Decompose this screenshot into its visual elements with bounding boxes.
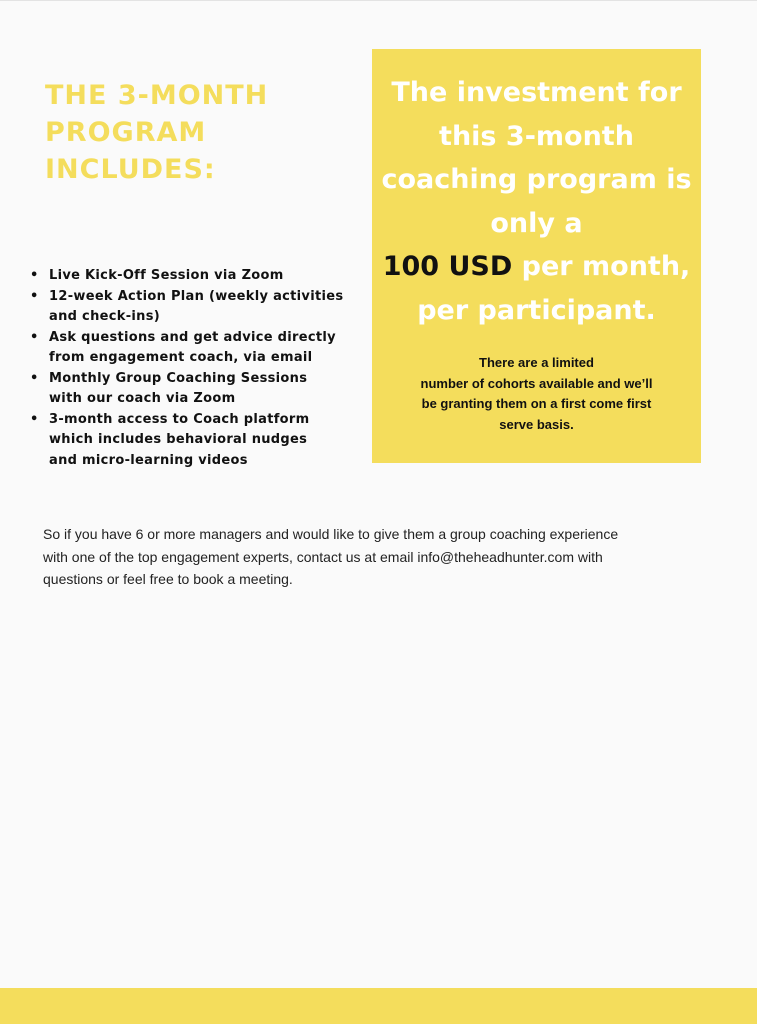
note-line: be granting them on a first come first (421, 396, 652, 411)
pricing-line: coaching program is (381, 164, 692, 195)
feature-item (30, 410, 360, 472)
pricing-box (372, 49, 701, 463)
pricing-line: only a (490, 207, 583, 239)
pricing-line: The investment for (391, 77, 682, 108)
footer-bar (0, 988, 757, 1024)
price-period: per month, (512, 251, 691, 282)
pricing-statement (372, 71, 701, 332)
pricing-line: per participant. (417, 294, 656, 326)
feature-text: and check-ins) (49, 309, 160, 324)
bullet-icon: • (30, 268, 39, 283)
bullet-icon: • (30, 288, 39, 304)
program-features-list (30, 266, 360, 471)
bullet-icon: • (30, 329, 39, 345)
feature-text: Live Kick-Off Session via Zoom (49, 268, 284, 283)
bullet-icon: • (30, 411, 39, 427)
feature-text: and micro-learning videos (49, 452, 248, 468)
heading-line: INCLUDES: (45, 154, 216, 185)
contact-paragraph (43, 523, 718, 591)
note-line: There are a limited (479, 355, 594, 370)
paragraph-line: with one of the top engagement experts, contact us at email info@theheadhunter.com with (43, 548, 603, 565)
note-line: serve basis. (499, 416, 574, 432)
feature-item (30, 287, 360, 328)
cohort-availability-note (372, 353, 701, 435)
feature-text: Ask questions and get advice directly (49, 329, 336, 345)
bullet-icon: • (30, 370, 39, 386)
feature-text: 12-week Action Plan (weekly activities (49, 288, 344, 304)
program-heading (45, 77, 345, 188)
paragraph-line: So if you have 6 or more managers and would like to give them a group coaching experience (43, 526, 619, 542)
feature-text: from engagement coach, via email (49, 350, 313, 365)
heading-line: PROGRAM (45, 117, 207, 148)
feature-item (30, 369, 360, 410)
paragraph-line: questions or feel free to book a meeting. (43, 571, 293, 587)
pricing-line: this 3-month (439, 120, 634, 152)
feature-text: 3-month access to Coach platform (49, 411, 310, 427)
price-amount: 100 USD (382, 251, 513, 282)
heading-line: THE 3-MONTH (45, 80, 269, 111)
feature-item (30, 266, 360, 287)
feature-text: which includes behavioral nudges (49, 432, 308, 447)
pricing-line (372, 245, 701, 289)
feature-text: Monthly Group Coaching Sessions (49, 370, 308, 386)
note-line: number of cohorts available and we’ll (420, 375, 653, 391)
feature-item (30, 328, 360, 369)
feature-text: with our coach via Zoom (49, 391, 236, 406)
